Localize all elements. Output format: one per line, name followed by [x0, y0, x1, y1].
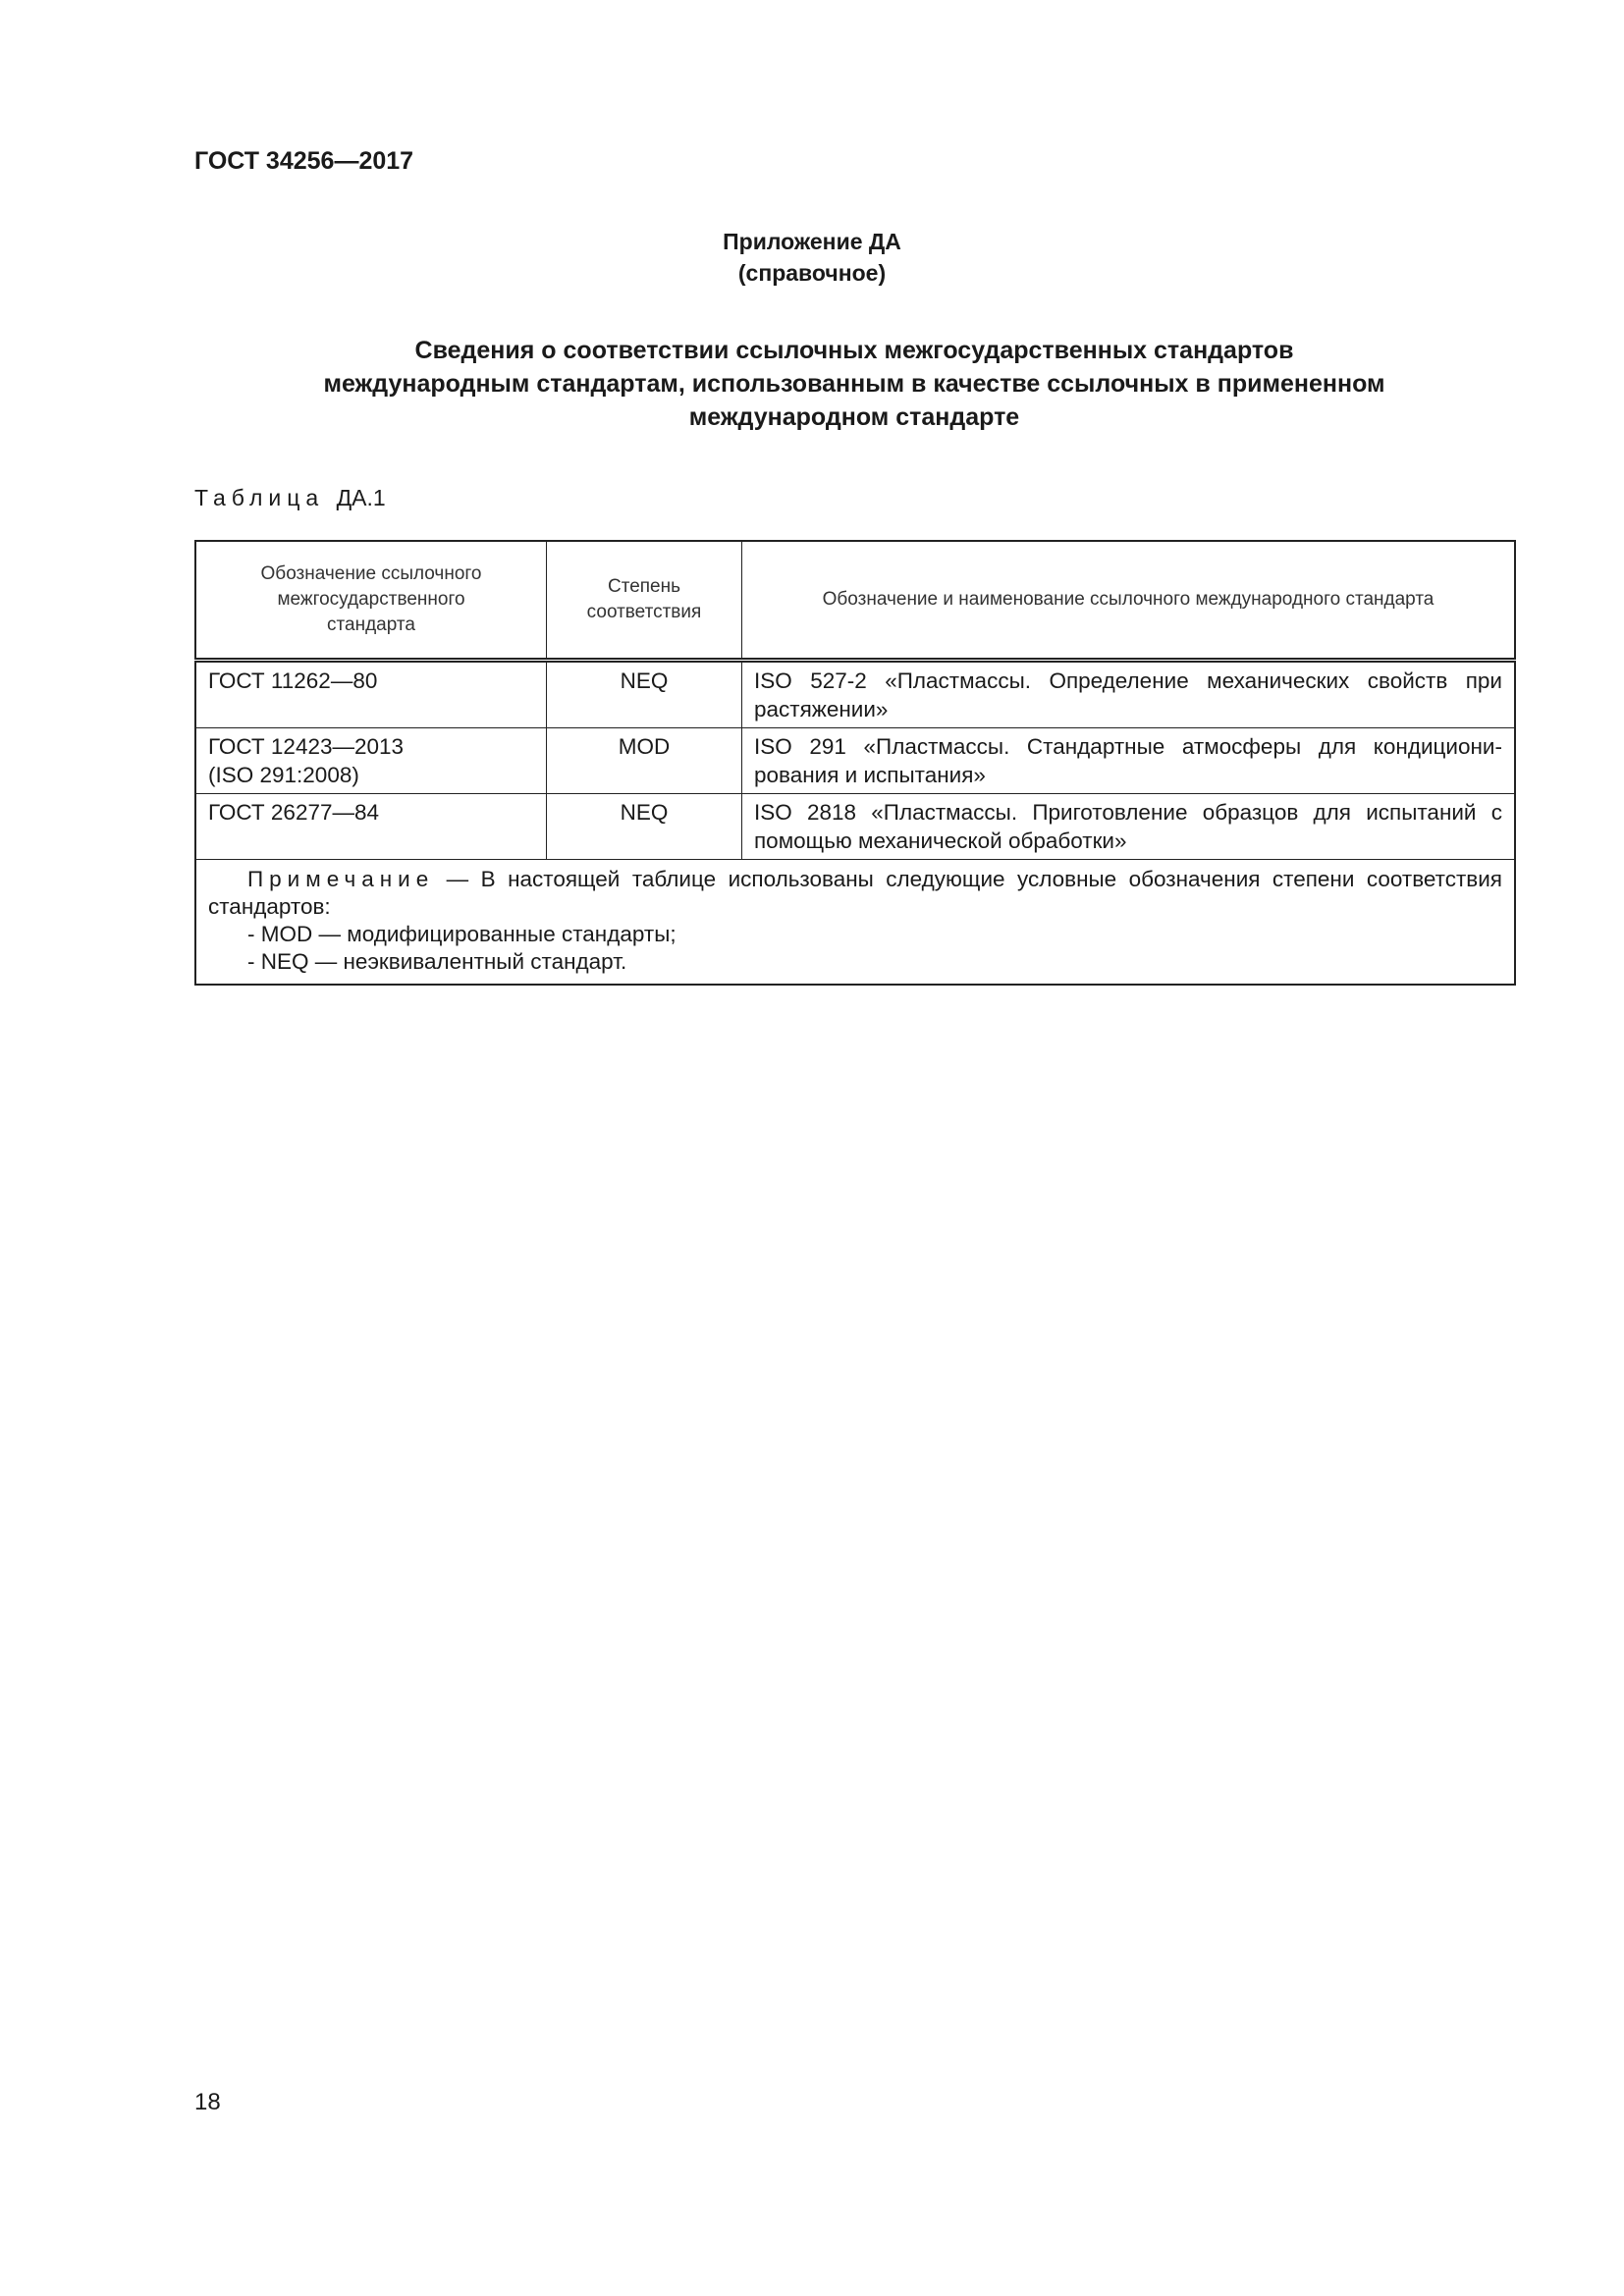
reference-standards-table [194, 540, 1516, 986]
section-title-line-2: международным стандартам, использованным в качестве ссылочных в примененном [323, 370, 1385, 398]
table-note-row [195, 860, 1515, 986]
header-designation-line-2: межгосударственного [277, 589, 465, 610]
note-item-mod: - MOD — модифицированные стандарты; [247, 922, 677, 946]
designation-extra-text: (ISO 291:2008) [208, 763, 359, 787]
table-row [195, 794, 1515, 860]
annex-title: Приложение ДА [723, 229, 901, 254]
designation-text: ГОСТ 12423—2013 [208, 734, 405, 759]
annex-heading [0, 226, 1624, 289]
cell-degree: NEQ [547, 661, 742, 728]
table-label [194, 485, 386, 511]
cell-degree: MOD [547, 728, 742, 794]
table-note [195, 860, 1515, 986]
note-label: Примечание [247, 867, 435, 891]
cell-designation [195, 728, 547, 794]
annex-subtitle: (справочное) [737, 260, 887, 286]
section-title-line-1: Сведения о соответствии ссылочных межгосударственных стандартов [414, 337, 1294, 364]
designation-text: ГОСТ 26277—84 [208, 800, 380, 825]
cell-international-standard: ISO 291 «Пластмассы. Стандартные атмосферы для кондициони-рования и испытания» [742, 728, 1516, 794]
note-text: — В настоящей таблице использованы следующие условные обозначения степени соответствия стандартов: [208, 867, 1502, 919]
header-designation-line-3: стандарта [327, 614, 415, 635]
page-number: 18 [194, 2089, 221, 2115]
section-title [226, 334, 1483, 434]
table-label-word: Таблица [194, 485, 325, 510]
table-row [195, 661, 1515, 728]
cell-degree: NEQ [547, 794, 742, 860]
header-degree-line-2: соответствия [586, 602, 702, 622]
header-degree [547, 541, 742, 661]
cell-designation [195, 794, 547, 860]
cell-designation [195, 661, 547, 728]
document-code: ГОСТ 34256—2017 [194, 147, 414, 175]
header-degree-line-1: Степень [607, 576, 681, 597]
section-title-line-3: международном стандарте [688, 403, 1020, 431]
cell-international-standard: ISO 2818 «Пластмассы. Приготовление образцов для испытаний с помощью механической обработки» [742, 794, 1516, 860]
table-row [195, 728, 1515, 794]
table-label-number: ДА.1 [336, 485, 386, 510]
header-designation [195, 541, 547, 661]
note-first-line [208, 866, 1502, 921]
header-designation-line-1: Обозначение ссылочного [260, 563, 482, 584]
header-international-standard: Обозначение и наименование ссылочного международного стандарта [742, 541, 1516, 661]
note-item-neq: - NEQ — неэквивалентный стандарт. [247, 949, 627, 974]
cell-international-standard: ISO 527-2 «Пластмассы. Определение механических свойств при растяжении» [742, 661, 1516, 728]
designation-text: ГОСТ 11262—80 [208, 668, 378, 693]
table-header-row [195, 541, 1515, 661]
